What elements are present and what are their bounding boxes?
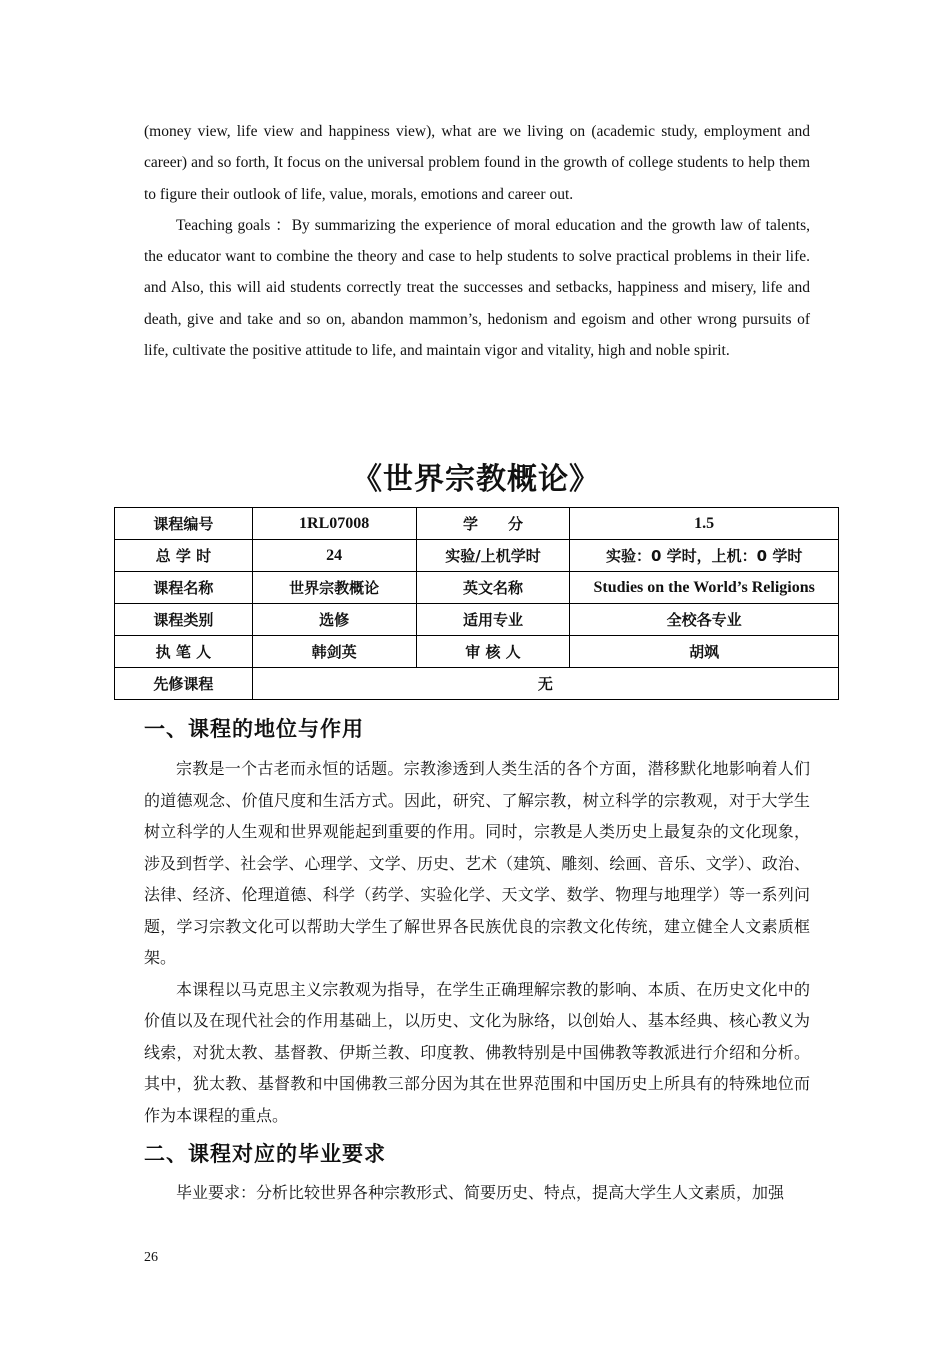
total-hours-label: 总 学 时 [115,540,253,572]
english-name-label: 英文名称 [416,572,570,604]
lab-hours-value: 实验：0 学时，上机：0 学时 [570,540,839,572]
page-number: 26 [144,1250,158,1265]
english-paragraph-1: (money view, life view and happiness view), what are we living on (academic study, employment and career) and so forth, It focus on the universal problem found in the growth of college students to help them to figure their outlook of life, value, morals, emotions and career out. [144,123,810,203]
credits-value: 1.5 [570,508,839,540]
author-value: 韩剑英 [252,636,416,668]
applicable-major-label: 适用专业 [416,604,570,636]
course-name-value: 世界宗教概论 [252,572,416,604]
course-title: 《世界宗教概论》 [352,462,600,497]
course-type-value: 选修 [252,604,416,636]
english-paragraph-2-teaching-goals: Teaching goals ：By summarizing the experience of moral education and the growth law of talents, the educator want to combine the theory and case to help students to solve practical problems in their life. and Also, this will aid students correctly treat the successes and setbacks, happiness and misery, life and death, give and take and so on, abandon mammon’s, hedonism and egoism and other wrong pursuits of life, cultivate the positive attitude to life, and maintain vigor and vitality, high and noble spirit. [144,216,810,360]
section-1-body [144,753,810,1131]
table-row [115,636,839,668]
reviewer-value: 胡飒 [570,636,839,668]
table-row [115,572,839,604]
section-2-heading: 二、课程对应的毕业要求 [144,1142,386,1166]
section-2-body [144,1177,810,1209]
course-code-value: 1RL07008 [252,508,416,540]
section-1-paragraph-2: 本课程以马克思主义宗教观为指导，在学生正确理解宗教的影响、本质、在历史文化中的价值以及在现代社会的作用基础上，以历史、文化为脉络，以创始人、基本经典、核心教义为线索，对犹太教、基督教、伊斯兰教、印度教、佛教特别是中国佛教等教派进行介绍和分析。其中，犹太教、基督教和中国佛教三部分因为其在世界范围和中国历史上所具有的特殊地位而作为本课程的重点。 [144,979,810,1125]
course-name-label: 课程名称 [115,572,253,604]
table-row [115,668,839,700]
course-info-table [114,507,839,700]
applicable-major-value: 全校各专业 [570,604,839,636]
section-2-paragraph-1: 毕业要求：分析比较世界各种宗教形式、简要历史、特点，提高大学生人文素质，加强 [176,1183,785,1202]
course-code-label: 课程编号 [115,508,253,540]
english-name-value: Studies on the World’s Religions [570,572,839,604]
lab-hours-label: 实验/上机学时 [416,540,570,572]
table-row [115,540,839,572]
credits-label: 学 分 [416,508,570,540]
author-label: 执 笔 人 [115,636,253,668]
table-row [115,508,839,540]
table-row [115,604,839,636]
section-1-heading: 一、课程的地位与作用 [144,717,364,741]
section-1-paragraph-1: 宗教是一个古老而永恒的话题。宗教渗透到人类生活的各个方面，潜移默化地影响着人们的道德观念、价值尺度和生活方式。因此，研究、了解宗教，树立科学的宗教观，对于大学生树立科学的人生观和世界观能起到重要的作用。同时，宗教是人类历史上最复杂的文化现象，涉及到哲学、社会学、心理学、文学、历史、艺术（建筑、雕刻、绘画、音乐、文学）、政治、法律、经济、伦理道德、科学（药学、实验化学、天文学、数学、物理与地理学）等一系列问题，学习宗教文化可以帮助大学生了解世界各民族优良的宗教文化传统，建立健全人文素质框架。 [144,759,810,967]
prerequisite-value: 无 [252,668,838,700]
total-hours-value: 24 [252,540,416,572]
course-type-label: 课程类别 [115,604,253,636]
prerequisite-label: 先修课程 [115,668,253,700]
reviewer-label: 审 核 人 [416,636,570,668]
english-intro [144,116,810,366]
